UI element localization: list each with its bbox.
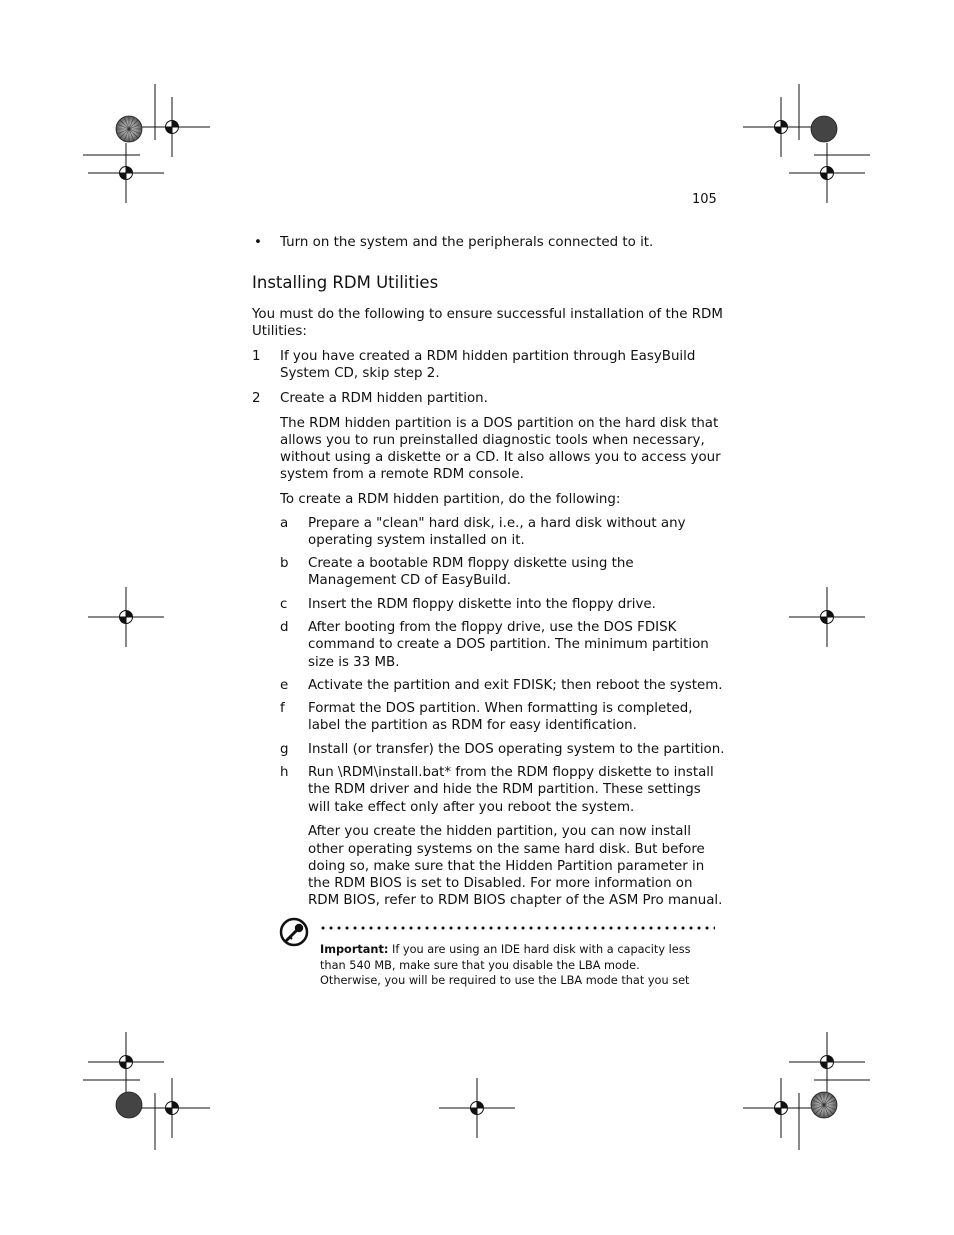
substep-line: Management CD of EasyBuild. (308, 573, 511, 588)
substep-letter: e (280, 678, 289, 693)
paragraph-line: allows you to run preinstalled diagnostic tools when necessary, (280, 433, 705, 448)
step-line: System CD, skip step 2. (280, 366, 440, 381)
paragraph-line: After you create the hidden partition, you can now install (308, 824, 691, 839)
paragraph-line: without using a diskette or a CD. It also allows you to access your (280, 450, 721, 465)
substep-line: Run \RDM\install.bat* from the RDM floppy diskette to install (308, 765, 714, 780)
substep-letter: h (280, 765, 289, 780)
registration-mark-icon (88, 587, 164, 647)
registration-mark-icon (439, 1078, 515, 1138)
registration-mark-icon (743, 97, 819, 157)
substep-line: After booting from the floppy drive, use the DOS FDISK (308, 620, 677, 635)
substep-letter: c (280, 597, 288, 612)
note-text: If you are using an IDE hard disk with a capacity less (388, 943, 691, 956)
note-line-1 (320, 942, 720, 958)
paragraph-line: the RDM BIOS is set to Disabled. For more information on (308, 876, 693, 891)
paragraph-line: The RDM hidden partition is a DOS partition on the hard disk that (280, 416, 719, 431)
paragraph-line: RDM BIOS, refer to RDM BIOS chapter of the ASM Pro manual. (308, 893, 723, 908)
substep-line: Insert the RDM floppy diskette into the floppy drive. (308, 597, 656, 612)
create-intro: To create a RDM hidden partition, do the following: (280, 492, 621, 507)
substep-line: Format the DOS partition. When formatting is completed, (308, 701, 693, 716)
substep-line: Activate the partition and exit FDISK; then reboot the system. (308, 678, 723, 693)
substep-letter: a (280, 516, 289, 531)
substep-line: operating system installed on it. (308, 533, 525, 548)
registration-mark-icon (789, 143, 865, 203)
important-note (320, 942, 720, 989)
substep-letter: f (280, 701, 285, 716)
registration-mark-icon (88, 1032, 164, 1092)
substep-letter: b (280, 556, 289, 571)
registration-mark-icon (88, 143, 164, 203)
registration-mark-icon (134, 97, 210, 157)
substep-line: label the partition as RDM for easy identification. (308, 718, 637, 733)
bullet-text: Turn on the system and the peripherals connected to it. (280, 235, 654, 250)
substep-line: command to create a DOS partition. The minimum partition (308, 637, 709, 652)
paragraph-line: system from a remote RDM console. (280, 467, 524, 482)
substep-letter: g (280, 742, 289, 757)
starburst-icon (811, 1092, 837, 1118)
step-line: Create a RDM hidden partition. (280, 391, 488, 406)
section-heading: Installing RDM Utilities (252, 273, 439, 292)
substep-letter: d (280, 620, 289, 635)
registration-mark-icon (789, 1032, 865, 1092)
dark-tint-circle-icon (116, 1092, 142, 1118)
bullet-marker: • (254, 235, 262, 250)
paragraph-line: doing so, make sure that the Hidden Partition parameter in (308, 859, 705, 874)
substep-line: will take effect only after you reboot the system. (308, 800, 635, 815)
registration-mark-icon (743, 1078, 819, 1138)
step-line: If you have created a RDM hidden partition through EasyBuild (280, 349, 696, 364)
page-number: 105 (692, 192, 717, 207)
substep-line: Prepare a "clean" hard disk, i.e., a hard disk without any (308, 516, 686, 531)
substep-line: Install (or transfer) the DOS operating system to the partition. (308, 742, 725, 757)
substep-line: Create a bootable RDM floppy diskette using the (308, 556, 634, 571)
dark-tint-circle-icon (811, 116, 837, 142)
step-number: 2 (252, 391, 261, 406)
substep-line: size is 33 MB. (308, 655, 400, 670)
substep-line: the RDM driver and hide the RDM partition. These settings (308, 782, 701, 797)
registration-mark-icon (134, 1078, 210, 1138)
registration-mark-icon (789, 587, 865, 647)
intro-line: You must do the following to ensure successful installation of the RDM (252, 307, 723, 322)
starburst-icon (116, 116, 142, 142)
paragraph-line: other operating systems on the same hard disk. But before (308, 842, 705, 857)
step-number: 1 (252, 349, 261, 364)
note-line-2: than 540 MB, make sure that you disable the LBA mode. (320, 958, 640, 972)
important-key-icon (279, 917, 311, 949)
note-line-3: Otherwise, you will be required to use the LBA mode that you set (320, 974, 690, 987)
note-label: Important: (320, 943, 389, 956)
intro-line: Utilities: (252, 324, 307, 339)
note-dotted-rule (319, 926, 715, 930)
